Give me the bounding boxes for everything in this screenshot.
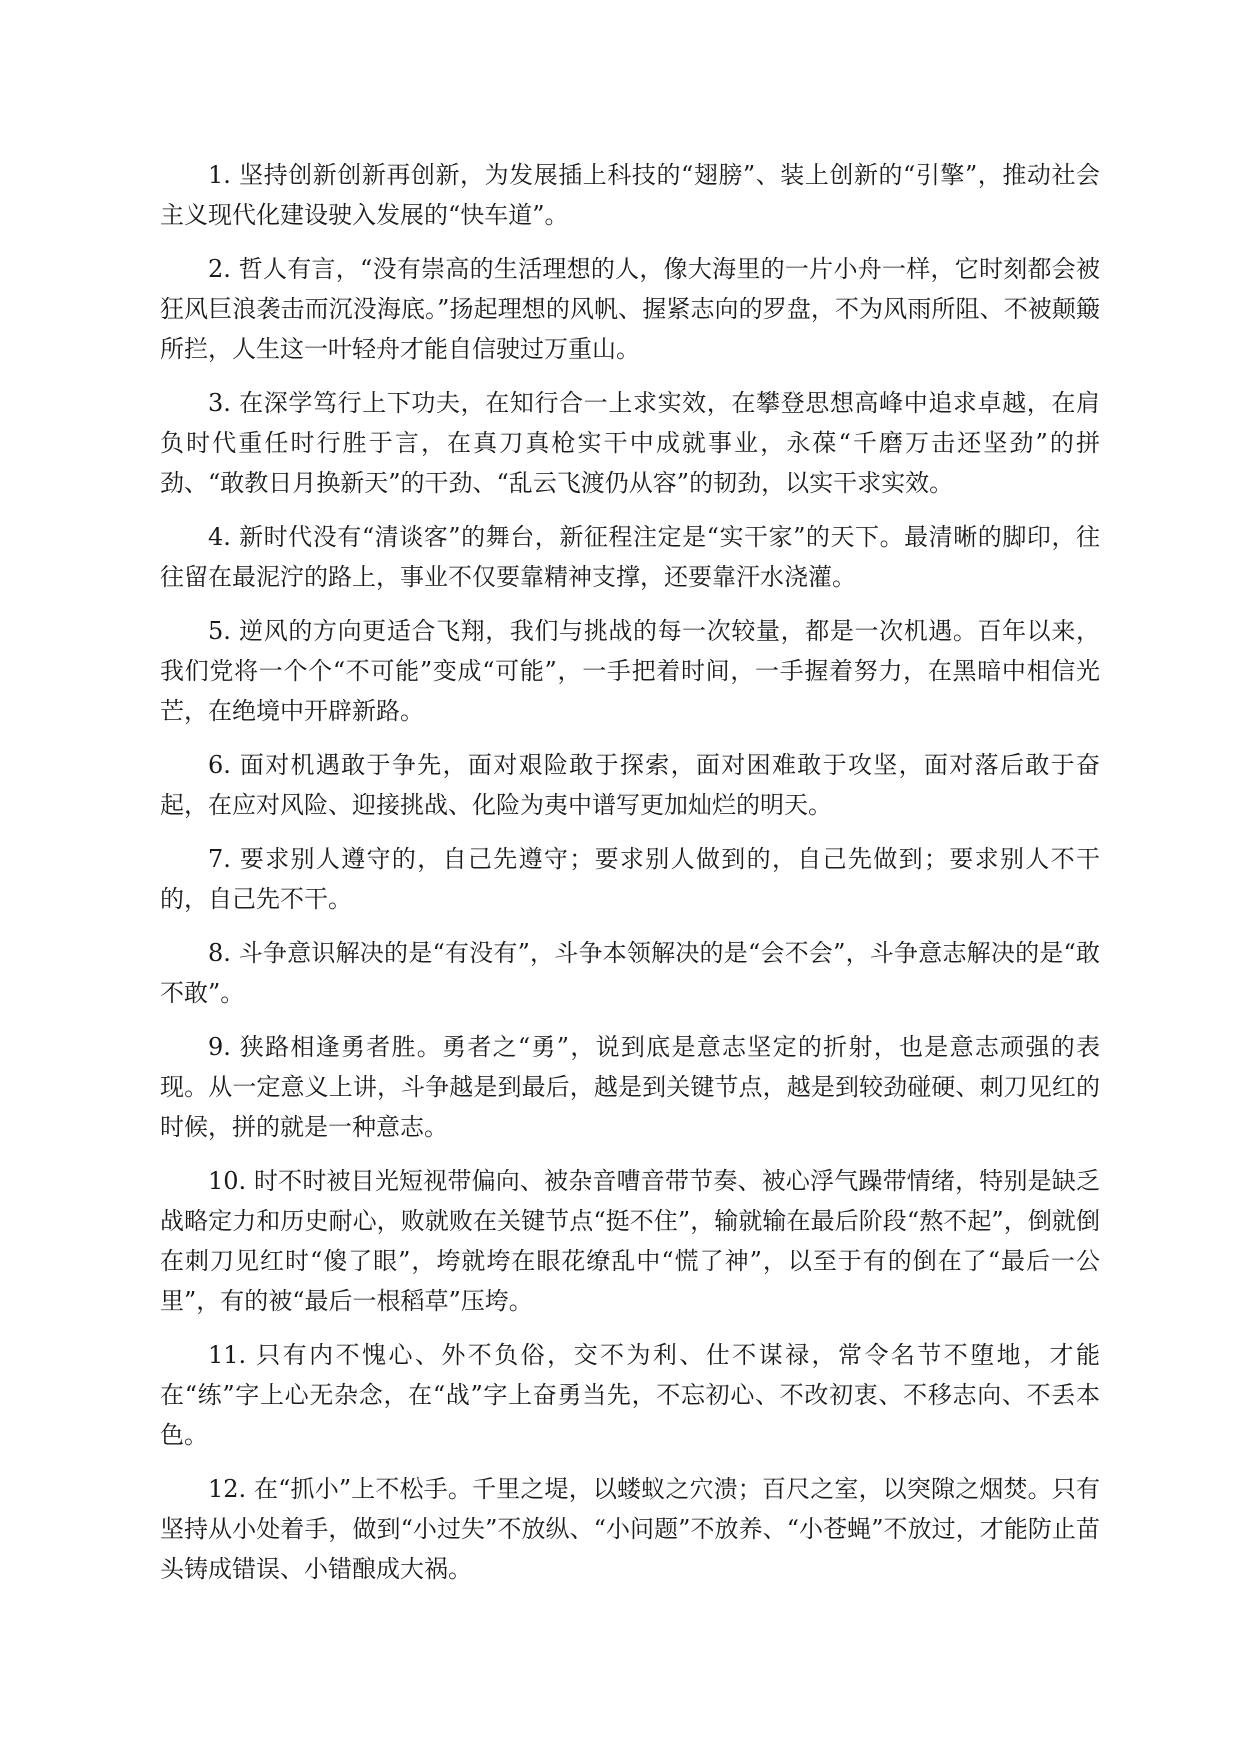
paragraph-2: 2. 哲人有言，“没有崇高的生活理想的人，像大海里的一片小舟一样，它时刻都会被狂风巨浪袭击而沉没海底。”扬起理想的风帆、握紧志向的罗盘，不为风雨所阻、不被颠簸所拦，人生这一叶轻舟才能自信驶过万重山。 [160, 255, 1100, 363]
paragraph-7: 7. 要求别人遵守的，自己先遵守；要求别人做到的，自己先做到；要求别人不干的，自己先不干。 [160, 845, 1100, 913]
paragraph-8: 8. 斗争意识解决的是“有没有”，斗争本领解决的是“会不会”，斗争意志解决的是“敢不敢”。 [160, 939, 1100, 1007]
paragraph-4: 4. 新时代没有“清谈客”的舞台，新征程注定是“实干家”的天下。最清晰的脚印，往往留在最泥泞的路上，事业不仅要靠精神支撑，还要靠汗水浇灌。 [160, 523, 1100, 591]
paragraph-6: 6. 面对机遇敢于争先，面对艰险敢于探索，面对困难敢于攻坚，面对落后敢于奋起，在应对风险、迎接挑战、化险为夷中谱写更加灿烂的明天。 [160, 751, 1100, 819]
document-body [160, 155, 1100, 1603]
paragraph-3: 3. 在深学笃行上下功夫，在知行合一上求实效，在攀登思想高峰中追求卓越，在肩负时代重任时行胜于言，在真刀真枪实干中成就事业，永葆“千磨万击还坚劲”的拼劲、“敢教日月换新天”的干劲、“乱云飞渡仍从容”的韧劲，以实干求实效。 [160, 389, 1100, 497]
paragraph-1: 1. 坚持创新创新再创新，为发展插上科技的“翅膀”、装上创新的“引擎”，推动社会主义现代化建设驶入发展的“快车道”。 [160, 161, 1100, 229]
paragraph-10: 10. 时不时被目光短视带偏向、被杂音嘈音带节奏、被心浮气躁带情绪，特别是缺乏战略定力和历史耐心，败就败在关键节点“挺不住”，输就输在最后阶段“熬不起”，倒就倒在刺刀见红时“傻了眼”，垮就垮在眼花缭乱中“慌了神”，以至于有的倒在了“最后一公里”，有的被“最后一根稻草”压垮。 [160, 1167, 1100, 1315]
paragraph-5: 5. 逆风的方向更适合飞翔，我们与挑战的每一次较量，都是一次机遇。百年以来，我们党将一个个“不可能”变成“可能”，一手把着时间，一手握着努力，在黑暗中相信光芒，在绝境中开辟新路。 [160, 617, 1100, 725]
paragraph-9: 9. 狭路相逢勇者胜。勇者之“勇”，说到底是意志坚定的折射，也是意志顽强的表现。从一定意义上讲，斗争越是到最后，越是到关键节点，越是到较劲碰硬、刺刀见红的时候，拼的就是一种意志。 [160, 1033, 1100, 1141]
paragraph-11: 11. 只有内不愧心、外不负俗，交不为利、仕不谋禄，常令名节不堕地，才能在“练”字上心无杂念，在“战”字上奋勇当先，不忘初心、不改初衷、不移志向、不丢本色。 [160, 1341, 1100, 1449]
paragraph-12: 12. 在“抓小”上不松手。千里之堤，以蝼蚁之穴溃；百尺之室，以突隙之烟焚。只有坚持从小处着手，做到“小过失”不放纵、“小问题”不放养、“小苍蝇”不放过，才能防止苗头铸成错误、小错酿成大祸。 [160, 1475, 1100, 1583]
